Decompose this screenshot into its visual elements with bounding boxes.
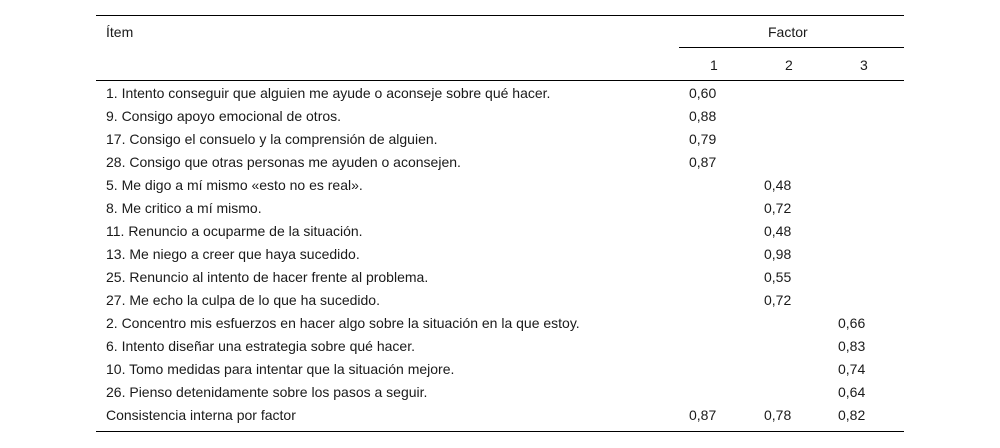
- factor-2-value: 0,48: [764, 177, 792, 193]
- top-rule: [96, 15, 904, 16]
- factor-2-value: 0,78: [764, 407, 792, 423]
- table-row-item: 8. Me critico a mí mismo.: [106, 200, 262, 216]
- table-row-item: 26. Pienso detenidamente sobre los pasos a seguir.: [106, 384, 428, 400]
- header-bottom-rule: [96, 80, 904, 81]
- factor-column-header: Factor: [768, 24, 808, 40]
- factor-2-header: 2: [785, 57, 793, 73]
- table-row-item: 25. Renuncio al intento de hacer frente al problema.: [106, 269, 429, 285]
- factor-3-value: 0,83: [838, 338, 866, 354]
- factor-1-value: 0,88: [689, 108, 717, 124]
- table-row-item: 13. Me niego a creer que haya sucedido.: [106, 246, 360, 262]
- bottom-rule: [96, 431, 904, 432]
- table-row-item: 5. Me digo a mí mismo «esto no es real».: [106, 177, 363, 193]
- table-row-item: 6. Intento diseñar una estrategia sobre qué hacer.: [106, 338, 415, 354]
- factor-3-value: 0,66: [838, 315, 866, 331]
- factor-2-value: 0,48: [764, 223, 792, 239]
- table-row-item: Consistencia interna por factor: [106, 407, 296, 423]
- factor-3-value: 0,64: [838, 384, 866, 400]
- table-row-item: 27. Me echo la culpa de lo que ha sucedido.: [106, 292, 380, 308]
- factor-3-header: 3: [860, 57, 868, 73]
- table-row-item: 2. Concentro mis esfuerzos en hacer algo sobre la situación en la que estoy.: [106, 315, 580, 331]
- factor-1-value: 0,79: [689, 131, 717, 147]
- table-row-item: 9. Consigo apoyo emocional de otros.: [106, 108, 342, 124]
- table-row-item: 28. Consigo que otras personas me ayuden o aconsejen.: [106, 154, 461, 170]
- table-row-item: 11. Renuncio a ocuparme de la situación.: [106, 223, 363, 239]
- factor-2-value: 0,98: [764, 246, 792, 262]
- factor-2-value: 0,55: [764, 269, 792, 285]
- factor-2-value: 0,72: [764, 200, 792, 216]
- factor-3-value: 0,82: [838, 407, 866, 423]
- factor-1-header: 1: [710, 57, 718, 73]
- factor-header-rule: [679, 47, 904, 48]
- item-column-header: Ítem: [106, 24, 134, 40]
- factor-3-value: 0,74: [838, 361, 866, 377]
- factor-1-value: 0,60: [689, 85, 717, 101]
- table-row-item: 17. Consigo el consuelo y la comprensión de alguien.: [106, 131, 438, 147]
- factor-1-value: 0,87: [689, 407, 717, 423]
- table-row-item: 10. Tomo medidas para intentar que la situación mejore.: [106, 361, 455, 377]
- factor-2-value: 0,72: [764, 292, 792, 308]
- factor-1-value: 0,87: [689, 154, 717, 170]
- table-row-item: 1. Intento conseguir que alguien me ayude o aconseje sobre qué hacer.: [106, 85, 551, 101]
